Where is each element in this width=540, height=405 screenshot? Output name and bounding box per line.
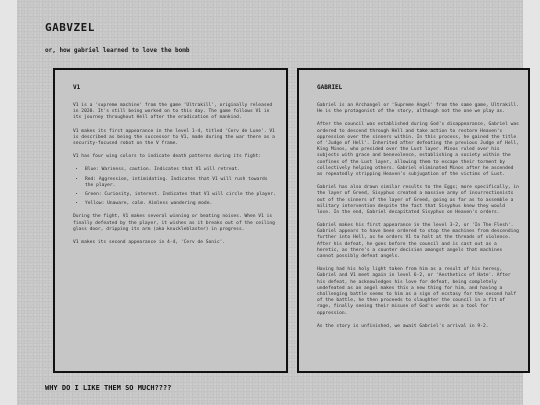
section-heading: WHY DO I LIKE THEM SO MUCH????	[45, 384, 172, 392]
v1-paragraph: V1 makes its second appearance in 4-4, 'Cerv de Sonic'.	[73, 239, 226, 245]
page-subtitle: or, how gabriel learned to love the bomb	[45, 47, 190, 54]
gabriel-paragraph: As the story is unfinished, we await Gabriel's arrival in 9-2.	[317, 323, 489, 329]
v1-panel	[53, 68, 288, 373]
page-title: GABVZEL	[45, 21, 95, 34]
gabriel-paragraph: Gabriel is an Archangel or 'Supreme Angel' from the same game, Ultrakill. He is the protagonist of the story, although not the one we play as.	[317, 103, 519, 115]
gabriel-paragraph: Gabriel makes his first appearance in the level 3-2, or 'In The Flesh'. Gabriel appears to have been ordered to stop the machines from descending further into Hell, as he orders V1 to halt at the threads of violence. After his defeat, he goes before the council and is cast out as a heretic, as there's a counter decision amongst angels that machines cannot possibly defeat angels.	[317, 223, 519, 260]
document-page	[17, 0, 523, 405]
wing-color-item: • Yellow: Unaware, calm. Aimless wandering mode.	[85, 201, 278, 207]
wing-color-item: • Green: Curiosity, interest. Indicates that V1 will circle the player.	[85, 192, 278, 198]
v1-paragraph: V1 makes its first appearance in the level 1-4, titled 'Cerv de Lune'. V1 is described as being the successor to V1, made during the war there as a security-focused robot on the V frame.	[73, 128, 275, 147]
wing-color-list	[73, 167, 278, 207]
v1-paragraph: V1 is a 'supreme machine' from the game 'Ultrakill', originally released in 2020. It's still being worked on to this day. The game follows V1 in its journey throughout Hell after the eradication of mankind.	[73, 103, 273, 121]
gabriel-heading: GABRIEL	[317, 84, 343, 91]
gabriel-paragraph: After the council was established during God's disappearance, Gabriel was ordered to descend through Hell and take action to restore Heaven's oppression over the sinners within. In this process, he gained the title of 'Judge of Hell'. Inherited after defeating the previous Judge of Hell, King Minos, who presided over the Lust layer. Minos ruled over his subjects with grace and benevolence, establishing a society within the confines of the Lust layer, allowing them to escape their torment by collectively helping others. Gabriel eliminated Minos after he ascended as repeatedly stripping Heaven's subjugation of the victims of Lust.	[317, 122, 519, 177]
gabriel-paragraph: Having had his holy light taken from him as a result of his heresy, Gabriel and V1 meet again in level 6-2, or 'Aesthetics of Hate'. After his defeat, he acknowledges his love for defeat, being completely undefeated as an angel makes this a new thing for him, and having a challenging battle seems to him as a sign of ecstasy for the second half of the battle, he then proceeds to slaughter the council in a fit of rage, finally seeing their misuse of God's words as a tool for oppression.	[317, 267, 517, 316]
gabriel-paragraph: Gabriel has also drawn similar results to the Eggs; more specifically, in the layer of Greed, Sisyphus created a massive army of insurrectionists out of the sinners of the layer of Greed, going as far as to assemble a military intervention despite the fact that Sisyphus knew they would lose. In the end, Gabriel decapitated Sisyphus on Heaven's orders.	[317, 185, 519, 215]
v1-paragraph: V1 has four wing colors to indicate death patterns during its fight:	[73, 154, 262, 160]
v1-heading: V1	[73, 84, 81, 91]
wing-color-item: • Red: Aggression, intimidating. Indicates that V1 will rush towards the player.	[85, 177, 278, 189]
gabriel-panel	[297, 68, 530, 373]
v1-paragraph: During the fight, V1 makes several winning or beating noises. When V1 is finally defeated by the player, it wishes as it breaks out of the ceiling glass door, dripping its arm (aka knuckleblaster) in progress.	[73, 214, 275, 232]
wing-color-item: • Blue: Wariness, caution. Indicates that V1 will retreat.	[85, 167, 278, 173]
